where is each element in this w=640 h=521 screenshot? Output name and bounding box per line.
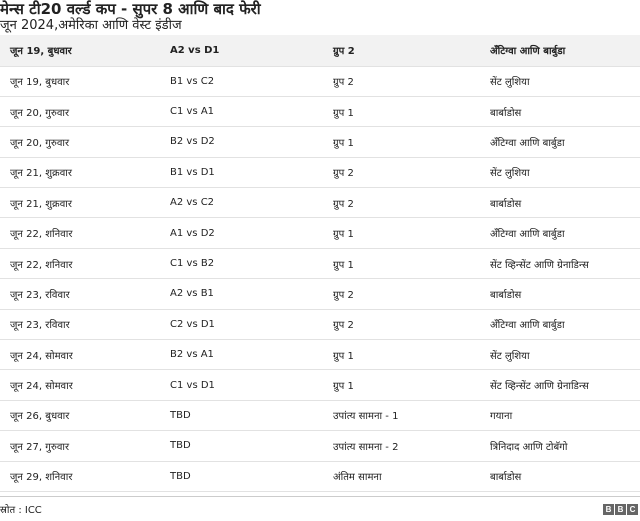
cell-date: जून 24, सोमवार — [0, 340, 160, 370]
cell-group: ग्रुप 1 — [320, 218, 480, 248]
cell-venue: त्रिनिदाद आणि टोबॅगो — [480, 431, 640, 461]
cell-venue: सेंट व्हिन्सेंट आणि ग्रेनाडिन्स — [480, 370, 640, 400]
cell-group: ग्रुप 1 — [320, 96, 480, 126]
cell-date: जून 21, शुक्रवार — [0, 157, 160, 187]
cell-match: C1 vs A1 — [160, 96, 320, 126]
table-row — [0, 66, 640, 96]
cell-match: A2 vs C2 — [160, 188, 320, 218]
logo-letter: C — [627, 504, 638, 515]
logo-letter: B — [615, 504, 626, 515]
cell-match: B2 vs A1 — [160, 340, 320, 370]
cell-match: TBD — [160, 461, 320, 491]
cell-venue: बार्बाडोस — [480, 279, 640, 309]
cell-venue: गयाना — [480, 400, 640, 430]
cell-venue: बार्बाडोस — [480, 461, 640, 491]
cell-venue: बार्बाडोस — [480, 188, 640, 218]
cell-date: जून 23, रविवार — [0, 309, 160, 339]
cell-date: जून 22, शनिवार — [0, 248, 160, 278]
header-venue: ॲंटिग्वा आणि बार्बुडा — [480, 35, 640, 66]
table-body — [0, 66, 640, 491]
header-date: जून 19, बुधवार — [0, 35, 160, 66]
table-row — [0, 279, 640, 309]
table-row — [0, 188, 640, 218]
cell-date: जून 27, गुरुवार — [0, 431, 160, 461]
cell-group: ग्रुप 1 — [320, 127, 480, 157]
cell-match: C2 vs D1 — [160, 309, 320, 339]
cell-date: जून 29, शनिवार — [0, 461, 160, 491]
table-row — [0, 340, 640, 370]
bbc-logo — [603, 504, 638, 515]
cell-group: ग्रुप 2 — [320, 279, 480, 309]
table-row — [0, 157, 640, 187]
cell-date: जून 23, रविवार — [0, 279, 160, 309]
source-note: स्रोत : ICC — [0, 505, 42, 516]
cell-venue: सेंट लुशिया — [480, 66, 640, 96]
table-row — [0, 461, 640, 491]
cell-venue: सेंट लुशिया — [480, 340, 640, 370]
table-row — [0, 127, 640, 157]
cell-group: अंतिम सामना — [320, 461, 480, 491]
cell-date: जून 19, बुधवार — [0, 66, 160, 96]
table-row — [0, 370, 640, 400]
cell-date: जून 20, गुरुवार — [0, 96, 160, 126]
schedule-table — [0, 35, 640, 492]
cell-date: जून 22, शनिवार — [0, 218, 160, 248]
header-group: ग्रुप 2 — [320, 35, 480, 66]
table-row — [0, 400, 640, 430]
cell-date: जून 21, शुक्रवार — [0, 188, 160, 218]
cell-group: ग्रुप 1 — [320, 340, 480, 370]
cell-group: ग्रुप 2 — [320, 157, 480, 187]
page-title: मेन्स टी20 वर्ल्ड कप - सुपर 8 आणि बाद फेरी — [0, 0, 261, 18]
cell-group: ग्रुप 2 — [320, 309, 480, 339]
cell-group: ग्रुप 2 — [320, 66, 480, 96]
cell-match: A2 vs B1 — [160, 279, 320, 309]
footer-divider — [0, 496, 640, 497]
cell-venue: ॲंटिग्वा आणि बार्बुडा — [480, 218, 640, 248]
cell-match: TBD — [160, 431, 320, 461]
table-row — [0, 431, 640, 461]
cell-venue: ॲंटिग्वा आणि बार्बुडा — [480, 309, 640, 339]
cell-match: A1 vs D2 — [160, 218, 320, 248]
cell-group: ग्रुप 1 — [320, 370, 480, 400]
table-row — [0, 248, 640, 278]
header-match: A2 vs D1 — [160, 35, 320, 66]
cell-venue: सेंट व्हिन्सेंट आणि ग्रेनाडिन्स — [480, 248, 640, 278]
header-row — [0, 35, 640, 66]
page-subtitle: जून 2024,अमेरिका आणि वेस्ट इंडीज — [0, 18, 182, 33]
cell-date: जून 20, गुरुवार — [0, 127, 160, 157]
cell-venue: ॲंटिग्वा आणि बार्बुडा — [480, 127, 640, 157]
cell-match: B1 vs D1 — [160, 157, 320, 187]
cell-group: उपांत्य सामना - 1 — [320, 400, 480, 430]
table-row — [0, 96, 640, 126]
cell-match: C1 vs B2 — [160, 248, 320, 278]
cell-group: ग्रुप 2 — [320, 188, 480, 218]
cell-match: TBD — [160, 400, 320, 430]
logo-letter: B — [603, 504, 614, 515]
cell-group: ग्रुप 1 — [320, 248, 480, 278]
cell-date: जून 24, सोमवार — [0, 370, 160, 400]
cell-date: जून 26, बुधवार — [0, 400, 160, 430]
cell-match: B1 vs C2 — [160, 66, 320, 96]
cell-group: उपांत्य सामना - 2 — [320, 431, 480, 461]
cell-venue: सेंट लुशिया — [480, 157, 640, 187]
cell-venue: बार्बाडोस — [480, 96, 640, 126]
cell-match: B2 vs D2 — [160, 127, 320, 157]
cell-match: C1 vs D1 — [160, 370, 320, 400]
table-row — [0, 218, 640, 248]
table-row — [0, 309, 640, 339]
table-header — [0, 35, 640, 66]
